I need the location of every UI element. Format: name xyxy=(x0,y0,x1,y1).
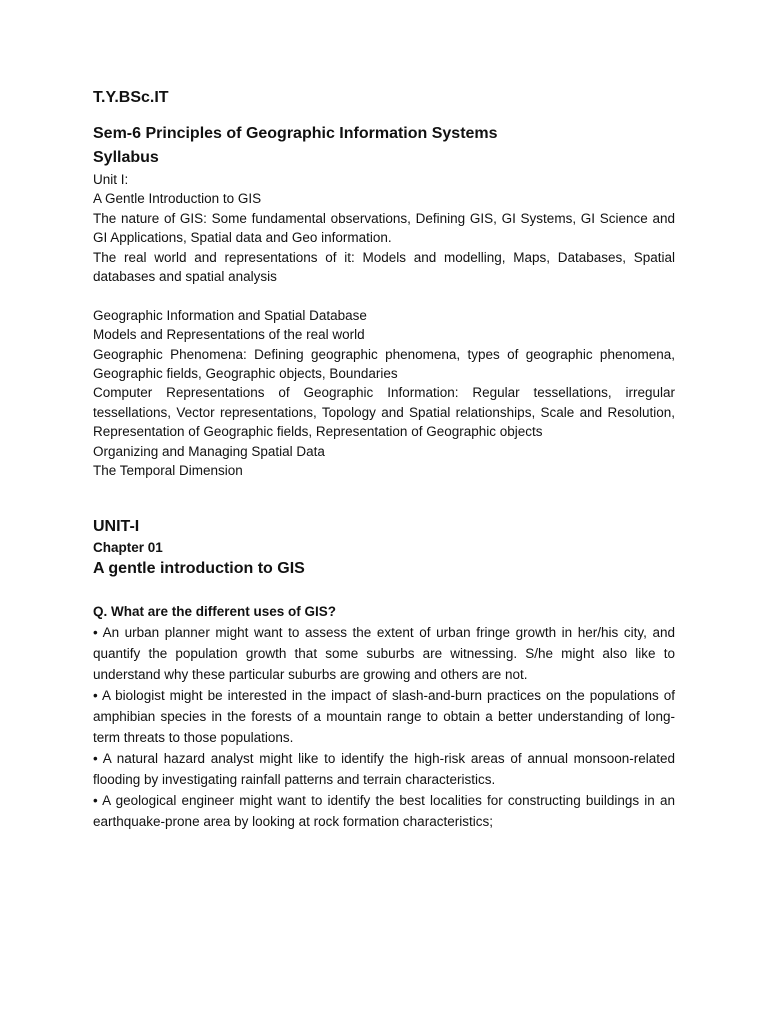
syllabus-line: The Temporal Dimension xyxy=(93,463,243,479)
syllabus-line: A Gentle Introduction to GIS xyxy=(93,191,262,207)
bullet-item: • A natural hazard analyst might like to identify the high-risk areas of annual monsoon-related flooding by investigating rainfall patterns and terrain characteristics. xyxy=(93,751,675,788)
syllabus-line: Geographic Information and Spatial Database xyxy=(93,307,367,323)
syllabus-line: Geographic Phenomena: Defining geographic phenomena, types of geographic phenomena, Geographic fields, Geographic objects, Boundaries xyxy=(93,346,675,382)
syllabus-line: Computer Representations of Geographic Information: Regular tessellations, irregular tessellations, Vector representations, Topology and Spatial relationships, Scale and Resolution, Representation of Geographic fields, Representation of Geographic objects xyxy=(93,385,675,440)
subject-title: Sem-6 Principles of Geographic Information Systems xyxy=(93,125,498,142)
question-heading: Q. What are the different uses of GIS? xyxy=(93,604,337,620)
syllabus-label: Syllabus xyxy=(93,149,159,166)
syllabus-line: Organizing and Managing Spatial Data xyxy=(93,443,325,459)
document-page xyxy=(93,88,675,832)
bullet-item: • An urban planner might want to assess the extent of urban fringe growth in her/his city, and quantify the population growth that some suburbs are witnessing. S/he might also like to understand why these particular suburbs are growing and others are not. xyxy=(93,625,675,683)
chapter-label: Chapter 01 xyxy=(93,540,163,556)
bullet-item: • A biologist might be interested in the impact of slash-and-burn practices on the populations of amphibian species in the forests of a mountain range to obtain a better understanding of long-term threats to those populations. xyxy=(93,688,675,746)
syllabus-line: The real world and representations of it: Models and modelling, Maps, Databases, Spatial databases and spatial analysis xyxy=(93,249,675,285)
bullet-item: • A geological engineer might want to identify the best localities for constructing buildings in an earthquake-prone area by looking at rock formation characteristics; xyxy=(93,793,675,830)
syllabus-line: Models and Representations of the real world xyxy=(93,327,365,343)
syllabus-line: The nature of GIS: Some fundamental observations, Defining GIS, GI Systems, GI Science and GI Applications, Spatial data and Geo information. xyxy=(93,210,675,246)
unit-label: Unit I: xyxy=(93,172,129,187)
spacer xyxy=(93,286,675,305)
chapter-title: A gentle introduction to GIS xyxy=(93,560,305,578)
course-code: T.Y.BSc.IT xyxy=(93,89,169,106)
unit-heading: UNIT-I xyxy=(93,518,140,536)
